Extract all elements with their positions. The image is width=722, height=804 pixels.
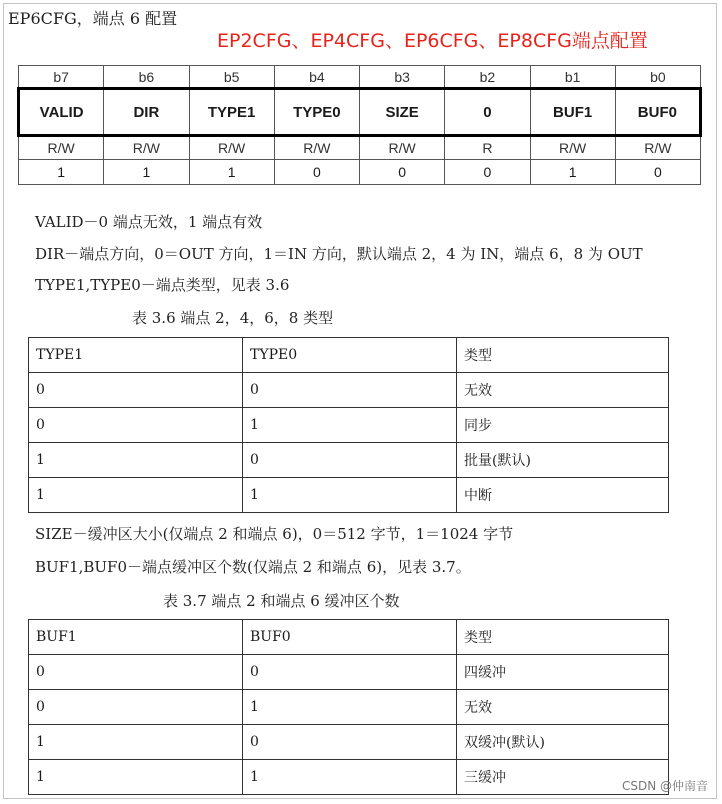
default-cell: 1 xyxy=(189,160,274,185)
table-cell: 1 xyxy=(243,760,457,795)
table-cell: 1 xyxy=(243,690,457,725)
default-cell: 0 xyxy=(274,160,359,185)
table-cell: 三缓冲 xyxy=(457,760,669,795)
access-cell: R/W xyxy=(19,136,104,160)
access-cell: R/W xyxy=(615,136,700,160)
field-cell: 0 xyxy=(445,89,530,136)
field-cell: DIR xyxy=(104,89,189,136)
table-row xyxy=(29,760,669,795)
desc-buf: BUF1,BUF0－端点缓冲区个数(仅端点 2 和端点 6)，见表 3.7。 xyxy=(35,558,471,576)
default-cell: 1 xyxy=(104,160,189,185)
field-cell: VALID xyxy=(19,89,104,136)
field-cell: SIZE xyxy=(360,89,445,136)
access-cell: R/W xyxy=(360,136,445,160)
desc-dir: DIR－端点方向，0＝OUT 方向，1＝IN 方向，默认端点 2，4 为 IN，端点 6，8 为 OUT xyxy=(35,245,643,263)
table-row xyxy=(29,725,669,760)
access-cell: R/W xyxy=(274,136,359,160)
table-cell: 无效 xyxy=(457,373,669,408)
access-row xyxy=(19,136,701,160)
table-cell: 无效 xyxy=(457,690,669,725)
table-row xyxy=(29,655,669,690)
desc-type: TYPE1,TYPE0－端点类型，见表 3.6 xyxy=(35,276,290,294)
bit-cell: b3 xyxy=(360,66,445,89)
access-cell: R/W xyxy=(104,136,189,160)
bit-cell: b5 xyxy=(189,66,274,89)
table-cell: 1 xyxy=(29,760,243,795)
default-value-row xyxy=(19,160,701,185)
default-cell: 0 xyxy=(615,160,700,185)
table-3-7-caption: 表 3.7 端点 2 和端点 6 缓冲区个数 xyxy=(163,592,400,610)
default-cell: 0 xyxy=(445,160,530,185)
default-cell: 1 xyxy=(530,160,615,185)
table-cell: 0 xyxy=(243,443,457,478)
table-cell: 0 xyxy=(243,655,457,690)
red-annotation: EP2CFG、EP4CFG、EP6CFG、EP8CFG端点配置 xyxy=(217,30,648,52)
table-cell: 0 xyxy=(29,373,243,408)
table-cell: 1 xyxy=(243,408,457,443)
table-cell: 1 xyxy=(29,725,243,760)
table-header-row xyxy=(29,338,669,373)
page-heading: EP6CFG，端点 6 配置 xyxy=(8,9,178,28)
table-cell: 0 xyxy=(29,408,243,443)
header-cell: BUF1 xyxy=(29,620,243,655)
bit-number-row xyxy=(19,66,701,89)
table-cell: 0 xyxy=(243,725,457,760)
table-3-6-caption: 表 3.6 端点 2，4，6，8 类型 xyxy=(132,309,334,327)
default-cell: 0 xyxy=(360,160,445,185)
bit-cell: b2 xyxy=(445,66,530,89)
table-header-row xyxy=(29,620,669,655)
csdn-watermark: CSDN @仲南音 xyxy=(621,779,708,793)
header-cell: TYPE1 xyxy=(29,338,243,373)
access-cell: R/W xyxy=(530,136,615,160)
table-cell: 0 xyxy=(29,655,243,690)
register-bit-table xyxy=(17,65,702,185)
field-name-row xyxy=(19,89,701,136)
table-row xyxy=(29,690,669,725)
table-cell: 1 xyxy=(243,478,457,513)
table-cell: 中断 xyxy=(457,478,669,513)
header-cell: 类型 xyxy=(457,620,669,655)
table-cell: 四缓冲 xyxy=(457,655,669,690)
field-cell: BUF0 xyxy=(615,89,700,136)
table-row xyxy=(29,443,669,478)
bit-cell: b7 xyxy=(19,66,104,89)
header-cell: BUF0 xyxy=(243,620,457,655)
access-cell: R xyxy=(445,136,530,160)
field-cell: TYPE0 xyxy=(274,89,359,136)
bit-cell: b1 xyxy=(530,66,615,89)
table-cell: 批量(默认) xyxy=(457,443,669,478)
default-cell: 1 xyxy=(19,160,104,185)
table-cell: 0 xyxy=(243,373,457,408)
desc-size: SIZE－缓冲区大小(仅端点 2 和端点 6)，0＝512 字节，1＝1024 字节 xyxy=(35,525,514,543)
access-cell: R/W xyxy=(189,136,274,160)
table-3-7 xyxy=(28,619,669,795)
table-cell: 双缓冲(默认) xyxy=(457,725,669,760)
table-cell: 1 xyxy=(29,443,243,478)
field-cell: BUF1 xyxy=(530,89,615,136)
table-row xyxy=(29,478,669,513)
header-cell: 类型 xyxy=(457,338,669,373)
table-cell: 0 xyxy=(29,690,243,725)
field-cell: TYPE1 xyxy=(189,89,274,136)
bit-cell: b6 xyxy=(104,66,189,89)
table-3-6 xyxy=(28,337,669,513)
bit-cell: b4 xyxy=(274,66,359,89)
table-cell: 同步 xyxy=(457,408,669,443)
header-cell: TYPE0 xyxy=(243,338,457,373)
table-row xyxy=(29,373,669,408)
desc-valid: VALID－0 端点无效，1 端点有效 xyxy=(35,213,263,231)
bit-cell: b0 xyxy=(615,66,700,89)
table-row xyxy=(29,408,669,443)
table-cell: 1 xyxy=(29,478,243,513)
